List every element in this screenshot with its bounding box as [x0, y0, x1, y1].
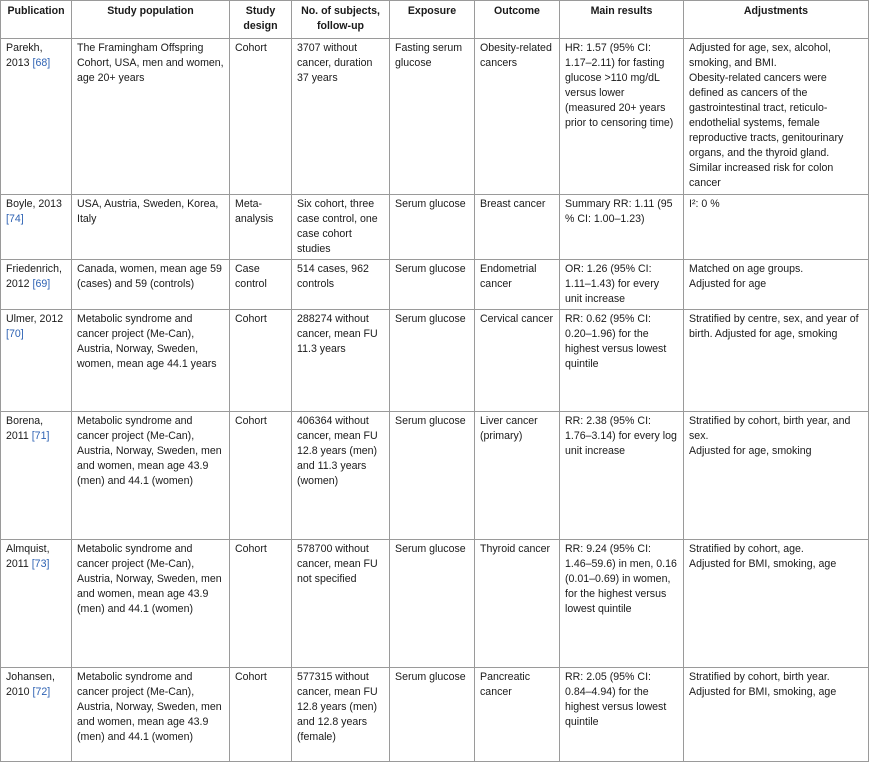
publication-cell	[1, 540, 72, 668]
design-cell: Cohort	[230, 39, 292, 195]
publication-cell	[1, 39, 72, 195]
design-cell: Cohort	[230, 412, 292, 540]
results-cell: Summary RR: 1.11 (95 % CI: 1.00–1.23)	[560, 195, 684, 260]
results-cell: RR: 2.38 (95% CI: 1.76–3.14) for every log unit increase	[560, 412, 684, 540]
column-header: Main results	[560, 1, 684, 39]
results-cell: RR: 9.24 (95% CI: 1.46–59.6) in men, 0.16 (0.01–0.69) in women, for the highest versus lowest quintile	[560, 540, 684, 668]
column-header: Exposure	[390, 1, 475, 39]
reference-link[interactable]: [69]	[32, 278, 51, 290]
outcome-cell: Liver cancer (primary)	[475, 412, 560, 540]
subjects-cell: 577315 without cancer, mean FU 12.8 years (men) and 12.8 years (female)	[292, 668, 390, 762]
adjustments-cell: Adjusted for age, sex, alcohol, smoking, and BMI. Obesity-related cancers were defined as cancers of the gastrointestinal tract, reticulo-endothelial systems, female reproductive tracts, genitourinary organs, and the thyroid gland. Similar increased risk for colon cancer	[684, 39, 869, 195]
adjustments-cell: Matched on age groups. Adjusted for age	[684, 260, 869, 310]
exposure-cell: Serum glucose	[390, 260, 475, 310]
population-cell: Canada, women, mean age 59 (cases) and 59 (controls)	[72, 260, 230, 310]
outcome-cell: Cervical cancer	[475, 310, 560, 412]
population-cell: Metabolic syndrome and cancer project (Me-Can), Austria, Norway, Sweden, women, mean age 44.1 years	[72, 310, 230, 412]
subjects-cell: 578700 without cancer, mean FU not specified	[292, 540, 390, 668]
column-header: Study population	[72, 1, 230, 39]
reference-link[interactable]: [68]	[32, 57, 51, 69]
reference-link[interactable]: [71]	[31, 430, 50, 442]
publication-cell	[1, 310, 72, 412]
publication-cell	[1, 412, 72, 540]
author-text: Friedenrich, 2012	[6, 263, 62, 290]
outcome-cell: Endometrial cancer	[475, 260, 560, 310]
population-cell: Metabolic syndrome and cancer project (Me-Can), Austria, Norway, Sweden, men and women, mean age 43.9 (men) and 44.1 (women)	[72, 668, 230, 762]
population-cell: The Framingham Offspring Cohort, USA, men and women, age 20+ years	[72, 39, 230, 195]
exposure-cell: Serum glucose	[390, 412, 475, 540]
reference-link[interactable]: [73]	[31, 558, 50, 570]
design-cell: Cohort	[230, 668, 292, 762]
adjustments-cell: Stratified by centre, sex, and year of birth. Adjusted for age, smoking	[684, 310, 869, 412]
outcome-cell: Breast cancer	[475, 195, 560, 260]
outcome-cell: Thyroid cancer	[475, 540, 560, 668]
author-text: Boyle, 2013	[6, 198, 62, 210]
table-row	[1, 39, 869, 195]
table-row	[1, 412, 869, 540]
population-cell: Metabolic syndrome and cancer project (Me-Can), Austria, Norway, Sweden, men and women, mean age 43.9 (men) and 44.1 (women)	[72, 540, 230, 668]
exposure-cell: Serum glucose	[390, 540, 475, 668]
adjustments-cell: Stratified by cohort, birth year. Adjusted for BMI, smoking, age	[684, 668, 869, 762]
results-cell: RR: 2.05 (95% CI: 0.84–4.94) for the highest versus lowest quintile	[560, 668, 684, 762]
adjustments-cell: Stratified by cohort, age. Adjusted for BMI, smoking, age	[684, 540, 869, 668]
table-row	[1, 310, 869, 412]
column-header: Publication	[1, 1, 72, 39]
table-row	[1, 195, 869, 260]
subjects-cell: 288274 without cancer, mean FU 11.3 years	[292, 310, 390, 412]
publication-cell	[1, 260, 72, 310]
author-text: Ulmer, 2012	[6, 313, 64, 325]
subjects-cell: 3707 without cancer, duration 37 years	[292, 39, 390, 195]
exposure-cell: Serum glucose	[390, 668, 475, 762]
design-cell: Case control	[230, 260, 292, 310]
table-row	[1, 260, 869, 310]
subjects-cell: 406364 without cancer, mean FU 12.8 years (men) and 11.3 years (women)	[292, 412, 390, 540]
author-text: Almquist, 2011	[6, 543, 50, 570]
reference-link[interactable]: [70]	[6, 328, 24, 340]
subjects-cell: Six cohort, three case control, one case cohort studies	[292, 195, 390, 260]
design-cell: Meta-analysis	[230, 195, 292, 260]
table-row	[1, 540, 869, 668]
subjects-cell: 514 cases, 962 controls	[292, 260, 390, 310]
author-text: Borena, 2011	[6, 415, 44, 442]
results-cell: HR: 1.57 (95% CI: 1.17–2.11) for fasting glucose >110 mg/dL versus lower (measured 20+ years prior to censoring time)	[560, 39, 684, 195]
header-row	[1, 1, 869, 39]
adjustments-cell: Stratified by cohort, birth year, and sex. Adjusted for age, smoking	[684, 412, 869, 540]
exposure-cell: Serum glucose	[390, 195, 475, 260]
outcome-cell: Pancreatic cancer	[475, 668, 560, 762]
column-header: Study design	[230, 1, 292, 39]
reference-link[interactable]: [72]	[32, 686, 51, 698]
column-header: No. of subjects, follow-up	[292, 1, 390, 39]
population-cell: USA, Austria, Sweden, Korea, Italy	[72, 195, 230, 260]
publication-cell	[1, 195, 72, 260]
reference-link[interactable]: [74]	[6, 213, 24, 225]
adjustments-cell: I²: 0 %	[684, 195, 869, 260]
exposure-cell: Serum glucose	[390, 310, 475, 412]
table-row	[1, 668, 869, 762]
author-text: Johansen, 2010	[6, 671, 55, 698]
exposure-cell: Fasting serum glucose	[390, 39, 475, 195]
publication-cell	[1, 668, 72, 762]
outcome-cell: Obesity-related cancers	[475, 39, 560, 195]
design-cell: Cohort	[230, 310, 292, 412]
column-header: Adjustments	[684, 1, 869, 39]
column-header: Outcome	[475, 1, 560, 39]
design-cell: Cohort	[230, 540, 292, 668]
author-text: Parekh, 2013	[6, 42, 43, 69]
population-cell: Metabolic syndrome and cancer project (Me-Can), Austria, Norway, Sweden, men and women, mean age 43.9 (men) and 44.1 (women)	[72, 412, 230, 540]
results-cell: RR: 0.62 (95% CI: 0.20–1.96) for the highest versus lowest quintile	[560, 310, 684, 412]
results-cell: OR: 1.26 (95% CI: 1.11–1.43) for every unit increase	[560, 260, 684, 310]
